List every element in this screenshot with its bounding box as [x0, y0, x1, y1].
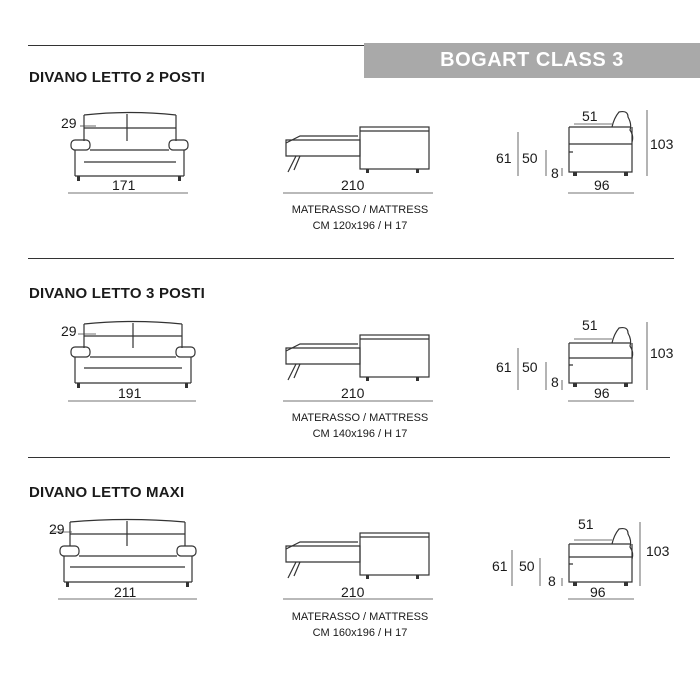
- mattress-label: MATERASSO / MATTRESS: [291, 204, 429, 216]
- side-seat-height-label: 50: [522, 359, 538, 375]
- side-arm-height-label: 61: [496, 150, 512, 166]
- mattress-spec: CM 120x196 / H 17: [312, 220, 408, 232]
- side-arm-height-label: 61: [496, 359, 512, 375]
- bed-length-label: 210: [341, 177, 365, 193]
- side-depth-label: 96: [594, 177, 610, 193]
- side-seat-height-label: 50: [522, 150, 538, 166]
- side-depth-label: 96: [590, 584, 606, 600]
- mattress-spec: CM 140x196 / H 17: [312, 428, 408, 440]
- side-leg-height-label: 8: [548, 573, 556, 589]
- side-seat-depth-label: 51: [582, 317, 598, 333]
- side-seat-depth-label: 51: [578, 516, 594, 532]
- side-arm-height-label: 61: [492, 558, 508, 574]
- mattress-label: MATERASSO / MATTRESS: [291, 611, 429, 623]
- side-seat-height-label: 50: [519, 558, 535, 574]
- front-height-top-label: 29: [61, 115, 77, 131]
- bed-length-label: 210: [341, 385, 365, 401]
- section-title-maxi: DIVANO LETTO MAXI: [29, 484, 185, 501]
- bed-length-label: 210: [341, 584, 365, 600]
- mattress-label: MATERASSO / MATTRESS: [291, 412, 429, 424]
- front-width-label: 211: [114, 584, 137, 600]
- front-width-label: 191: [118, 385, 142, 401]
- side-leg-height-label: 8: [551, 165, 559, 181]
- side-depth-label: 96: [594, 385, 610, 401]
- side-total-height-label: 103: [646, 543, 670, 559]
- section-title-3-posti: DIVANO LETTO 3 POSTI: [29, 285, 205, 302]
- brand-banner: BOGART CLASS 3: [364, 43, 700, 78]
- side-total-height-label: 103: [650, 345, 674, 361]
- front-width-label: 171: [112, 177, 136, 193]
- front-height-top-label: 29: [61, 323, 77, 339]
- side-seat-depth-label: 51: [582, 108, 598, 124]
- side-total-height-label: 103: [650, 136, 674, 152]
- side-leg-height-label: 8: [551, 374, 559, 390]
- mattress-spec: CM 160x196 / H 17: [312, 627, 408, 639]
- section-title-2-posti: DIVANO LETTO 2 POSTI: [29, 69, 205, 86]
- front-height-top-label: 29: [49, 521, 65, 537]
